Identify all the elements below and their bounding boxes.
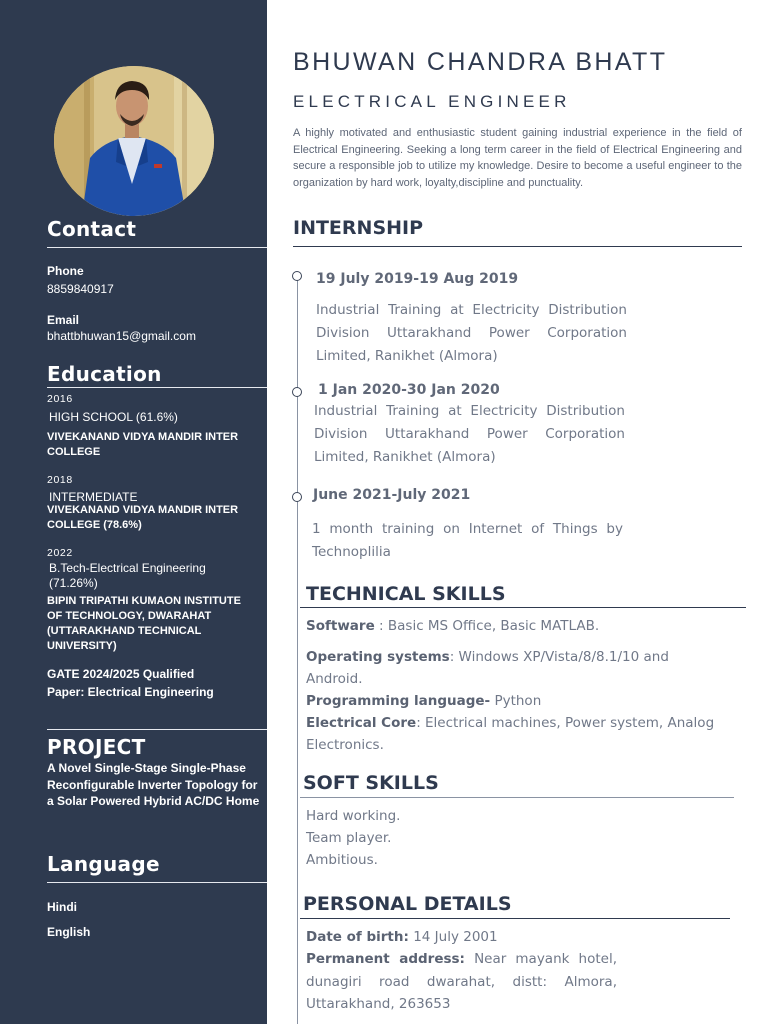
soft-skill-item: Team player. [306,830,392,846]
language-item: English [47,925,91,939]
project-description: A Novel Single-Stage Single-Phase Reconfigurable Inverter Topology for a Solar Powered Hybrid AC/DC Home [47,761,260,808]
education-degree: INTERMEDIATE [49,490,138,504]
education-degree: B.Tech-Electrical Engineering (71.26%) [49,561,206,590]
education-divider [47,387,267,388]
date-of-birth [306,926,498,949]
timeline-dot-icon [292,492,302,502]
contact-heading: Contact [47,217,137,241]
internship-description: Industrial Training at Electricity Distribution Division Uttarakhand Power Corporation Limited, Ranikhet (Almora) [316,302,627,364]
soft-skill-item: Ambitious. [306,852,378,868]
person-portrait-icon [54,66,214,216]
language-divider [47,882,267,883]
profile-summary: A highly motivated and enthusiastic student gaining industrial experience in the field of Electrical Engineering. Seeking a long term career in the field of Electrical Engineering and secure a responsible job to utilize my knowledge. Desire to become a useful engineer to the organization by hard work, loyalty,discipline and punctuality. [293,127,742,189]
internship-heading: INTERNSHIP [293,217,424,239]
education-year: 2018 [47,474,73,486]
gate-qualification: GATE 2024/2025 Qualified [47,667,195,681]
personal-details-heading: PERSONAL DETAILS [303,893,512,915]
education-school: VIVEKANAND VIDYA MANDIR INTER COLLEGE (78.6%) [47,504,239,531]
soft-skill-item: Hard working. [306,808,401,824]
education-year: 2022 [47,547,73,559]
skill-value: Windows XP/Vista/8/8.1/10 and Android. [306,649,669,687]
email-label: Email [47,313,80,327]
skill-separator: : [374,618,388,634]
skill-programming-language [306,690,716,712]
contact-divider [47,247,267,248]
skill-label: Electrical Core [306,715,417,731]
timeline-dot-icon [292,387,302,397]
timeline-dot-icon [292,271,302,281]
internship-date: 19 July 2019-19 Aug 2019 [316,271,519,287]
skill-label: Software [306,618,375,634]
project-divider [47,729,267,730]
internship-description: Industrial Training at Electricity Distribution Division Uttarakhand Power Corporation Limited, Ranikhet (Almora) [314,403,625,465]
skill-separator: : [416,715,426,731]
language-item: Hindi [47,900,77,914]
phone-value: 8859840917 [47,282,114,296]
soft-skills-heading: SOFT SKILLS [303,772,439,794]
internship-date: 1 Jan 2020-30 Jan 2020 [318,382,500,398]
education-heading: Education [47,362,162,386]
phone-label: Phone [47,264,84,278]
candidate-name: BHUWAN CHANDRA BHATT [293,48,668,76]
skill-operating-systems [306,646,676,690]
soft-skills-divider [300,797,734,798]
permanent-address [306,948,617,1016]
internship-description: 1 month training on Internet of Things by Technoplilia [312,521,623,560]
project-heading: PROJECT [47,735,146,759]
skill-label: Programming language- [306,693,491,709]
candidate-role: ELECTRICAL ENGINEER [293,92,571,111]
personal-details-divider [300,918,730,919]
education-school: VIVEKANAND VIDYA MANDIR INTER COLLEGE [47,431,239,458]
education-degree: HIGH SCHOOL (61.6%) [49,410,178,424]
skill-software [306,615,716,637]
technical-skills-heading: TECHNICAL SKILLS [306,583,506,605]
education-year: 2016 [47,393,73,405]
education-school: BIPIN TRIPATHI KUMAON INSTITUTE OF TECHNOLOGY, DWARAHAT (UTTARAKHAND TECHNICAL UNIVERSITY) [47,595,241,652]
skill-value: Basic MS Office, Basic MATLAB. [387,618,600,634]
language-heading: Language [47,852,160,876]
internship-divider [293,246,742,247]
skill-electrical-core [306,712,716,756]
dob-label: Date of birth: [306,929,409,945]
address-label: Permanent address: [306,951,465,967]
address-value: Near mayank hotel, dunagiri road dwarahat, distt: Almora, Uttarakhand, 263653 [306,951,618,1012]
internship-date: June 2021-July 2021 [313,487,471,503]
profile-photo [54,66,214,216]
skill-label: Operating systems [306,649,450,665]
skill-value: Python [494,693,542,709]
email-value[interactable]: bhattbhuwan15@gmail.com [47,329,196,343]
technical-skills-divider [300,607,746,608]
skill-value: Electrical machines, Power system, Analog Electronics. [306,715,715,753]
dob-value: 14 July 2001 [413,929,498,945]
skill-separator: : [449,649,459,665]
gate-paper: Paper: Electrical Engineering [47,685,214,699]
sidebar [0,0,267,1024]
